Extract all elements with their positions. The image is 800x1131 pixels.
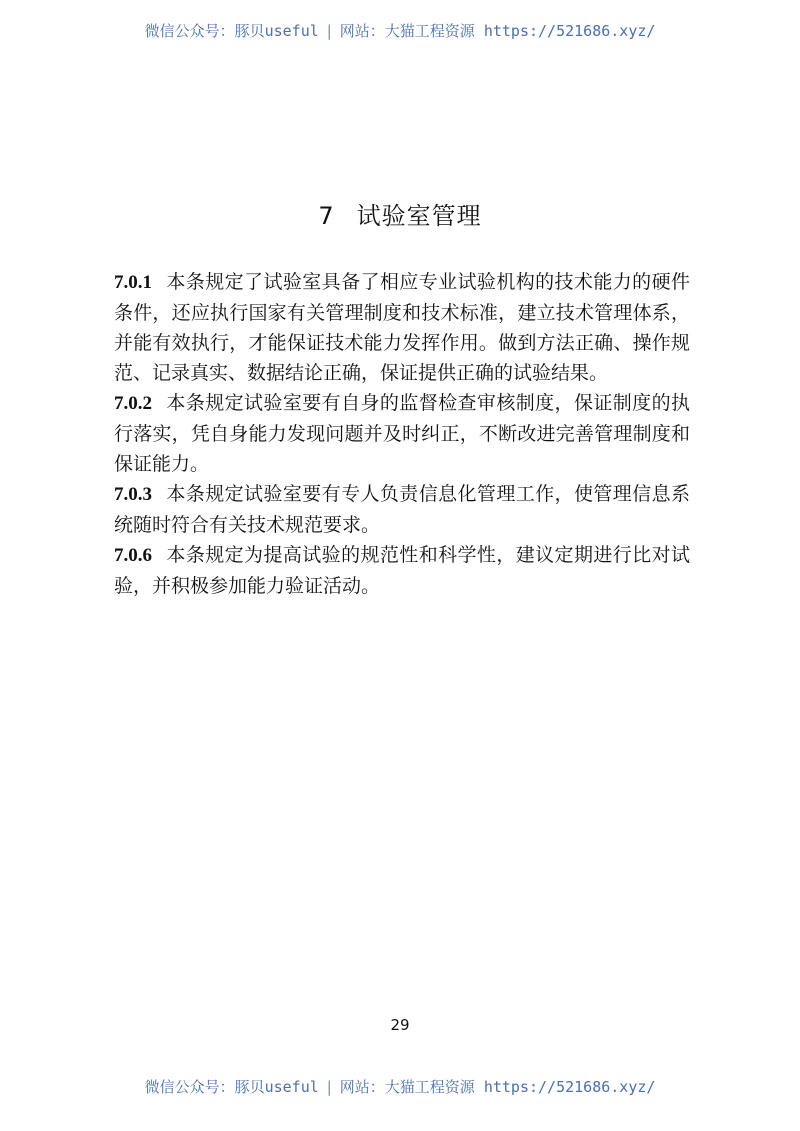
- watermark-site-text: 网站：大猫工程资源 https://521686.xyz/: [339, 22, 656, 40]
- chapter-title-text: 试验室管理: [356, 202, 482, 230]
- clause-number: 7.0.3: [114, 484, 152, 505]
- watermark-separator: |: [324, 1078, 334, 1096]
- clause-number: 7.0.6: [114, 545, 152, 566]
- clause-7-0-3: [114, 479, 690, 540]
- watermark-site-text: 网站：大猫工程资源 https://521686.xyz/: [339, 1078, 656, 1096]
- clause-text: 本条规定了试验室具备了相应专业试验机构的技术能力的硬件条件，还应执行国家有关管理制度和技术标准，建立技术管理体系，并能有效执行，才能保证技术能力发挥作用。做到方法正确、操作规范、记录真实、数据结论正确，保证提供正确的试验结果。: [114, 271, 690, 384]
- clause-text: 本条规定为提高试验的规范性和科学性，建议定期进行比对试验，并积极参加能力验证活动。: [114, 544, 690, 597]
- chapter-number: 7: [318, 202, 335, 230]
- chapter-body: [114, 267, 690, 601]
- page-number: 29: [390, 1016, 410, 1034]
- clause-number: 7.0.2: [114, 393, 152, 414]
- chapter-title: [0, 196, 800, 231]
- clause-7-0-2: [114, 388, 690, 479]
- footer-watermark: [0, 1076, 800, 1097]
- watermark-wechat-text: 微信公众号：豚贝useful: [144, 22, 319, 40]
- clause-7-0-1: [114, 267, 690, 388]
- clause-7-0-6: [114, 540, 690, 601]
- watermark-separator: |: [324, 22, 334, 40]
- watermark-wechat-text: 微信公众号：豚贝useful: [144, 1078, 319, 1096]
- header-watermark: [0, 20, 800, 41]
- clause-text: 本条规定试验室要有专人负责信息化管理工作，使管理信息系统随时符合有关技术规范要求。: [114, 483, 690, 536]
- clause-number: 7.0.1: [114, 272, 152, 293]
- clause-text: 本条规定试验室要有自身的监督检查审核制度，保证制度的执行落实，凭自身能力发现问题并及时纠正，不断改进完善管理制度和保证能力。: [114, 392, 690, 475]
